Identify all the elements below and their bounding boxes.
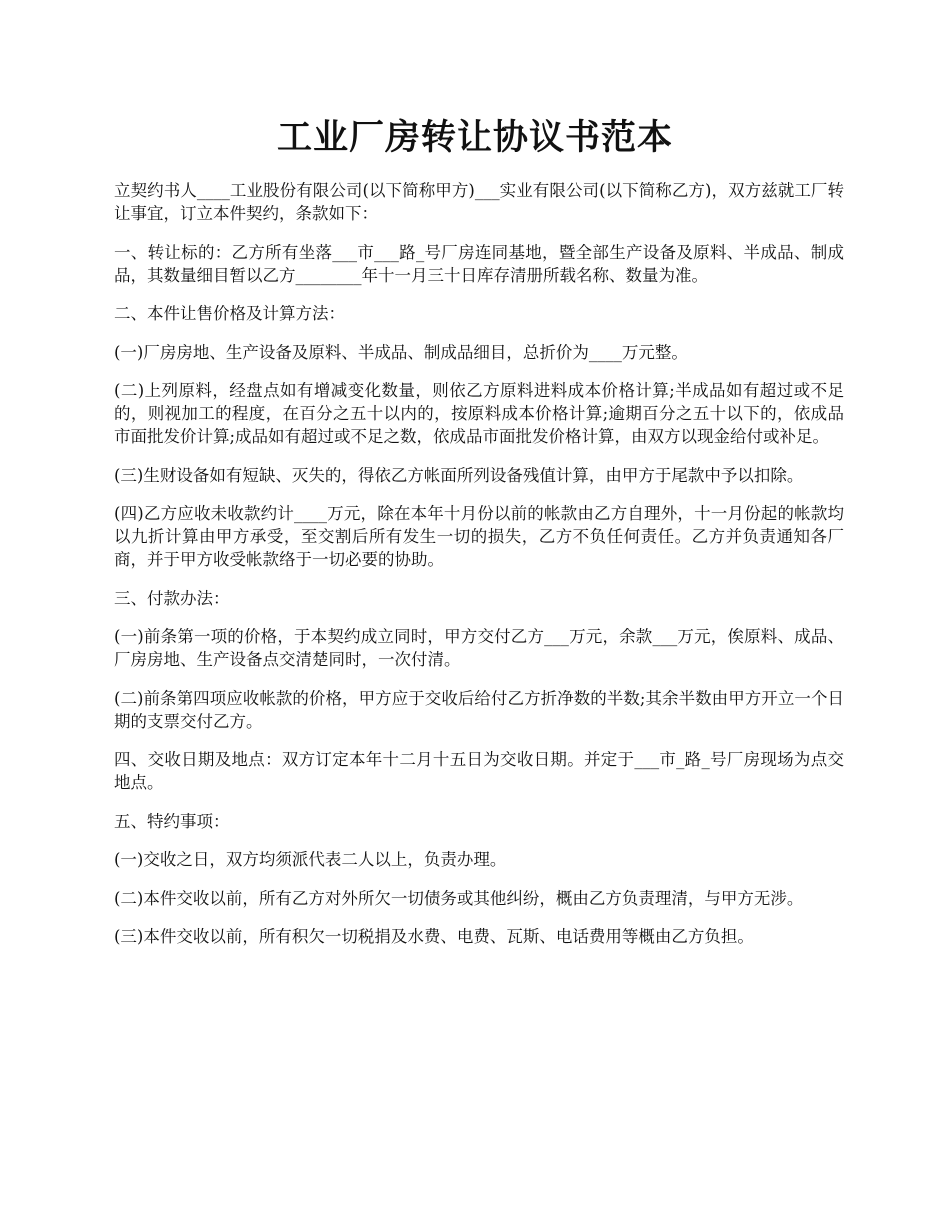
- preamble-paragraph: 立契约书人____工业股份有限公司(以下简称甲方)___实业有限公司(以下简称乙方)，双方兹就工厂转让事宜，订立本件契约，条款如下：: [114, 181, 844, 223]
- clause-2-item-1: (一)厂房房地、生产设备及原料、半成品、制成品细目，总折价为____万元整。: [114, 342, 688, 362]
- clause-2-item-4: (四)乙方应收未收款约计____万元，除在本年十月份以前的帐款由乙方自理外，十一月份起的帐款均以九折计算由甲方承受，至交割后所有发生一切的损失，乙方不负任何责任。乙方并负责通知各厂商，并于甲方收受帐款络于一切必要的协助。: [114, 504, 844, 569]
- document-title: 工业厂房转让协议书范本: [276, 117, 673, 158]
- clause-5-item-1: (一)交收之日，双方均须派代表二人以上，负责办理。: [114, 850, 507, 869]
- clause-5-item-2: (二)本件交收以前，所有乙方对外所欠一切债务或其他纠纷，概由乙方负责理清，与甲方无涉。: [114, 888, 804, 908]
- document-body: [114, 179, 844, 964]
- clause-5-item-3: (三)本件交收以前，所有积欠一切税捐及水费、电费、瓦斯、电话费用等概由乙方负担。: [114, 927, 754, 946]
- clause-3-heading: 三、付款办法：: [114, 588, 230, 608]
- clause-4-delivery-date: 四、交收日期及地点：双方订定本年十二月十五日为交收日期。并定于___市_路_号厂房现场为点交地点。: [114, 750, 844, 792]
- clause-5-heading: 五、特约事项：: [114, 811, 230, 831]
- clause-2-item-2: (二)上列原料，经盘点如有增减变化数量，则依乙方原料进料成本价格计算;半成品如有超过或不足的，则视加工的程度，在百分之五十以内的，按原料成本价格计算;逾期百分之五十以下的，依成品市面批发价计算;成品如有超过或不足之数，依成品市面批发价格计算，由双方以现金给付或补足。: [114, 381, 844, 446]
- clause-3-item-1: (一)前条第一项的价格，于本契约成立同时，甲方交付乙方___万元，余款___万元，俟原料、成品、厂房房地、生产设备点交清楚同时，一次付清。: [114, 627, 844, 669]
- clause-2-heading: 二、本件让售价格及计算方法：: [114, 304, 345, 323]
- clause-1-transfer-subject: 一、转让标的：乙方所有坐落___市___路_号厂房连同基地，暨全部生产设备及原料、半成品、制成品，其数量细目暂以乙方________年十一月三十日库存清册所载名称、数量为准。: [114, 242, 844, 285]
- clause-3-item-2: (二)前条第四项应收帐款的价格，甲方应于交收后给付乙方折净数的半数;其余半数由甲方开立一个日期的支票交付乙方。: [114, 688, 844, 731]
- clause-2-item-3: (三)生财设备如有短缺、灭失的，得依乙方帐面所列设备残值计算，由甲方于尾款中予以扣除。: [114, 465, 804, 485]
